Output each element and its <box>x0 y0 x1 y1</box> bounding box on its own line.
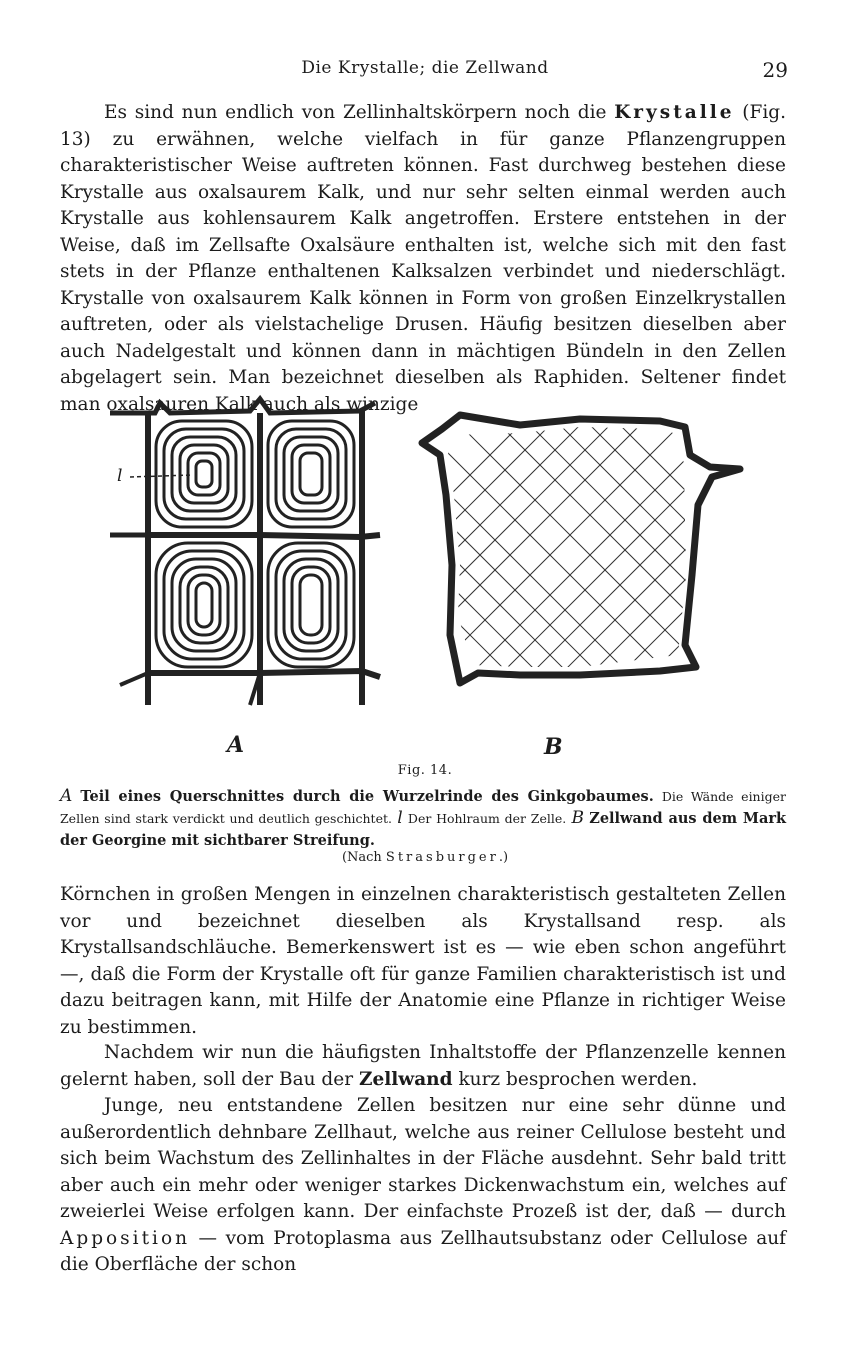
caption-letter-a: A <box>60 786 73 806</box>
running-title: Die Krystalle; die Zellwand <box>301 58 549 78</box>
emphasized-term-apposition: Apposition <box>60 1227 190 1249</box>
paragraph-cell-wall-intro <box>60 1040 786 1093</box>
caption-title-b: Zellwand aus dem Mark der Georgine mit sichtbarer Streifung. <box>60 810 787 849</box>
caption-text-a: Die Wände einiger Zellen sind stark verdickt und deutlich geschichtet. <box>60 789 786 826</box>
paragraph-text: (Fig. 13) zu erwähnen, welche vielfach in für ganze Pflanzengruppen charakteristischer Weise auftreten können. Fast durchweg bestehen diese Krystalle aus oxalsaurem Kalk, und nur sehr selten einmal werden auch Krystalle aus kohlensaurem Kalk angetroffen. Erstere entstehen in der Weise, daß im Zellsafte Oxalsäure enthalten ist, welche sich mit den fast stets in der Pflanze enthaltenen Kalksalzen verbindet und niederschlägt. Krystalle von oxalsaurem Kalk können in Form von großen Einzelkrystallen auftreten, oder als vielstachelige Drusen. Häufig besitzen dieselben aber auch Nadelgestalt und können dann in mächtigen Bündeln in den Zellen abgelagert sein. Man bezeichnet dieselben als Raphiden. Seltener findet man oxalsauren Kalk auch als winzige <box>60 102 786 415</box>
emphasized-term-crystals: Krystalle <box>614 102 735 123</box>
figure-label-b: B <box>544 734 563 760</box>
cell-wall-drawing <box>100 385 750 765</box>
panel-a-drawing <box>110 399 380 705</box>
caption-letter-l: l <box>397 808 403 828</box>
caption-text-l: Der Hohlraum der Zelle. <box>407 811 567 826</box>
caption-title-a: Teil eines Querschnittes durch die Wurzelrinde des Ginkgobaumes. <box>80 788 654 805</box>
caption-source-prefix: (Nach <box>341 850 386 865</box>
figure-caption <box>60 786 786 852</box>
figure-label-a: A <box>227 732 245 758</box>
paragraph-text: kurz besprochen werden. <box>452 1068 698 1090</box>
caption-source <box>0 850 850 865</box>
paragraph-text: Junge, neu entstandene Zellen besitzen nur eine sehr dünne und außerordentlich dehnbare Zellhaut, welche aus reiner Cellulose besteht und sich beim Wachstum des Zellinhaltes in der Fläche ausdehnt. Sehr bald tritt aber auch ein mehr oder weniger starkes Dickenwachstum ein, welches auf zweierlei Weise erfolgen kann. Der einfachste Prozeß ist der, daß — durch <box>60 1095 786 1222</box>
caption-source-suffix: .) <box>498 850 509 865</box>
caption-letter-b: B <box>571 808 584 828</box>
caption-source-author: Strasburger <box>385 850 499 865</box>
figure-14-illustration <box>100 385 750 765</box>
paragraph-crystal-sand <box>60 882 786 1041</box>
paragraph-text: Nachdem wir nun die häufigsten Inhaltstoffe der Pflanzenzelle kennen gelernt haben, soll der Bau der <box>60 1042 786 1090</box>
paragraph-crystals <box>60 100 786 418</box>
paragraph-cell-wall-growth <box>60 1093 786 1279</box>
paragraph-text: — vom Protoplasma aus Zellhautsubstanz oder Cellulose auf die Oberfläche der schon <box>60 1227 786 1275</box>
emphasized-term-cell-wall: Zellwand <box>358 1068 453 1090</box>
paragraph-text: Es sind nun endlich von Zellinhaltskörpern noch die <box>104 102 615 123</box>
paragraph-text: Körnchen in großen Mengen in einzelnen charakteristisch gestalteten Zellen vor und bezeichnet dieselben als Krystallsand resp. als Krystallsandschläuche. Bemerkenswert ist es — wie eben schon angeführt —, daß die Form der Krystalle oft für ganze Familien charakteristisch ist und dazu beitragen kann, mit Hilfe der Anatomie eine Pflanze in richtiger Weise zu bestimmen. <box>60 884 786 1038</box>
figure-label-l: l <box>117 466 123 486</box>
page-number: 29 <box>762 58 788 82</box>
figure-number: Fig. 14. <box>397 763 453 778</box>
panel-b-drawing <box>400 385 750 705</box>
